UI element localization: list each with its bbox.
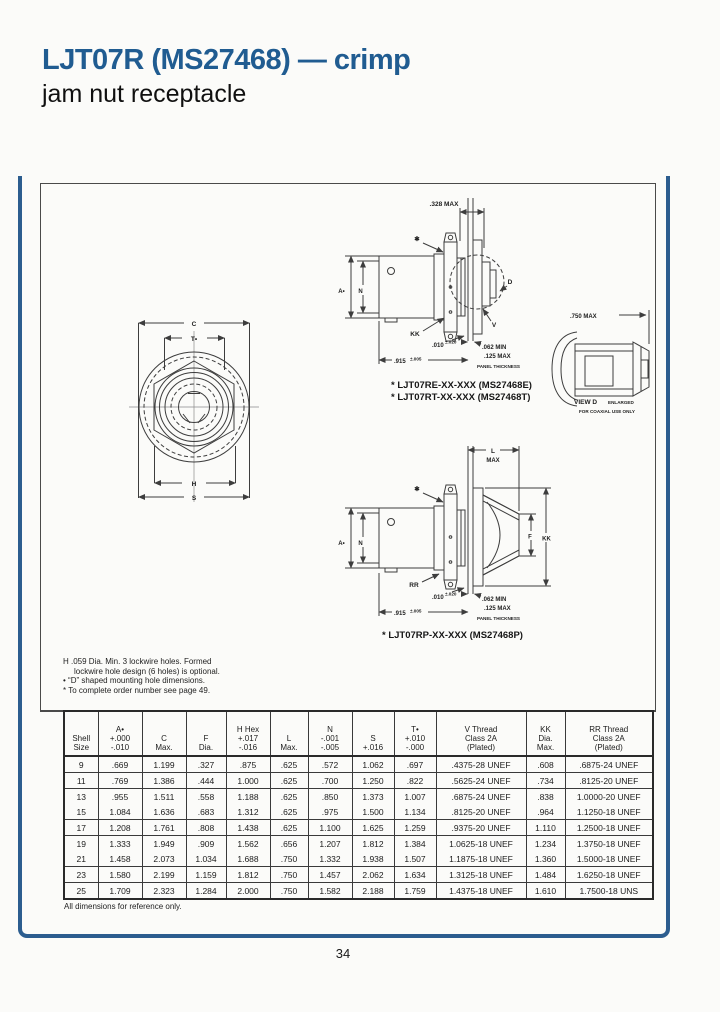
cell: .964: [526, 804, 565, 820]
figure-notes: [63, 657, 220, 695]
cell: 17: [64, 820, 98, 836]
dim-010-tol: ±.020: [445, 339, 457, 345]
dim-label-rr: RR: [409, 582, 419, 589]
cell: .875: [226, 756, 270, 773]
cell: 1.3750-18 UNEF: [565, 836, 653, 852]
dim-label-kk: KK: [410, 331, 420, 338]
table-row: [64, 789, 653, 805]
cell: 1.511: [142, 789, 186, 805]
cell: 1.6250-18 UNEF: [565, 867, 653, 883]
view-d-coaxial-note: FOR COAXIAL USE ONLY: [579, 409, 635, 414]
cell: .6875-24 UNEF: [565, 756, 653, 773]
page-title: LJT07R (MS27468) — crimp: [42, 44, 411, 76]
cell: 1.1875-18 UNEF: [436, 851, 526, 867]
bottom-side-view: [334, 446, 555, 621]
cell: 1.208: [98, 820, 142, 836]
cell: 1.000: [226, 773, 270, 789]
cell: 2.188: [352, 883, 394, 900]
cell: 9: [64, 756, 98, 773]
page-subtitle: jam nut receptacle: [42, 80, 247, 108]
table-footnote: All dimensions for reference only.: [64, 902, 182, 911]
cell: .769: [98, 773, 142, 789]
cell: 1.949: [142, 836, 186, 852]
cell: 2.073: [142, 851, 186, 867]
figure-caption-rp: * LJT07RP-XX-XXX (MS27468P): [382, 630, 523, 641]
cell: 1.759: [394, 883, 436, 900]
dim-915-tol: ±.005: [410, 356, 422, 362]
cell: 19: [76, 838, 86, 849]
cell: .683: [186, 804, 226, 820]
cell: .625: [270, 773, 308, 789]
cell: 1.634: [394, 867, 436, 883]
cell: 11: [64, 773, 98, 789]
cell: .327: [186, 756, 226, 773]
cell: 25: [76, 885, 86, 896]
cell: 1.457: [308, 867, 352, 883]
cell: 2.199: [142, 867, 186, 883]
cell: 1.100: [308, 820, 352, 836]
column-header: Shell Size: [64, 711, 98, 756]
cell: 1.188: [226, 789, 270, 805]
cell: 1.709: [98, 883, 142, 900]
column-header: C Max.: [142, 711, 186, 756]
cell: 1.5000-18 UNEF: [565, 851, 653, 867]
cell: 1.458: [98, 851, 142, 867]
table-row: [64, 836, 653, 852]
table-row: [64, 756, 653, 773]
cell: 1.582: [308, 883, 352, 900]
cell: 1.438: [226, 820, 270, 836]
cell: 1.134: [394, 804, 436, 820]
cell: .808: [186, 820, 226, 836]
note-line: * To complete order number see page 49.: [63, 685, 211, 695]
cell: 15: [64, 804, 98, 820]
cell: 1.938: [352, 851, 394, 867]
cell: 1.812: [352, 836, 394, 852]
dim-label-a: A•: [338, 541, 345, 547]
column-header: V Thread Class 2A (Plated): [436, 711, 526, 756]
cell: 2.000: [226, 883, 270, 900]
cell: 1.250: [352, 773, 394, 789]
cell: 1.4375-18 UNEF: [436, 883, 526, 900]
cell: 1.484: [526, 867, 565, 883]
cell: .8125-20 UNEF: [565, 773, 653, 789]
cell: 1.3125-18 UNEF: [436, 867, 526, 883]
header-row: [64, 711, 653, 756]
dim-label-s: S: [191, 495, 197, 502]
view-d-label: VIEW D: [574, 399, 598, 406]
view-d-enlarged: ENLARGED: [608, 400, 634, 405]
cell: 1.625: [352, 820, 394, 836]
dim-label-n: N: [358, 289, 363, 295]
column-header: L Max.: [270, 711, 308, 756]
cell: 1.284: [186, 883, 226, 900]
cell: 1.507: [394, 851, 436, 867]
dimension-table: [63, 710, 654, 900]
cell: 1.207: [308, 836, 352, 852]
table-row: [64, 804, 653, 820]
view-d-detail: [552, 310, 649, 414]
cell: 1.500: [352, 804, 394, 820]
cell: .697: [394, 756, 436, 773]
dim-label-f: F: [528, 534, 532, 541]
cell: 1.2500-18 UNEF: [565, 820, 653, 836]
cell: 1.7500-18 UNS: [565, 883, 653, 900]
figure-panel: [40, 183, 656, 712]
top-side-view: [334, 198, 520, 369]
cell: 1.580: [98, 867, 142, 883]
note-line: lockwire hole design (6 holes) is optional.: [74, 666, 220, 676]
cell: .558: [186, 789, 226, 805]
cell: 1.159: [186, 867, 226, 883]
cell: 21: [64, 851, 98, 867]
column-header: KK Dia. Max.: [526, 711, 565, 756]
cell: .6875-24 UNEF: [436, 789, 526, 805]
dim-328-max: .328 MAX: [429, 201, 459, 208]
column-header: RR Thread Class 2A (Plated): [565, 711, 653, 756]
page-number: 34: [335, 946, 351, 961]
cell: .625: [270, 756, 308, 773]
dim-915: .915: [394, 611, 406, 617]
cell: 1.199: [142, 756, 186, 773]
cell: 1.333: [98, 836, 142, 852]
cell: .608: [526, 756, 565, 773]
cell: 2.323: [142, 883, 186, 900]
column-header: A• +.000 -.010: [98, 711, 142, 756]
panel-thickness-label: PANEL THICKNESS: [477, 364, 520, 369]
cell: 1.360: [526, 851, 565, 867]
cell: 1.688: [226, 851, 270, 867]
dim-125-max: .125 MAX: [484, 354, 511, 360]
dim-125-max: .125 MAX: [484, 606, 511, 612]
cell: 2.062: [352, 867, 394, 883]
cell: 1.812: [226, 867, 270, 883]
cell: .975: [308, 804, 352, 820]
dim-label-c: C: [191, 321, 197, 328]
dim-label-v: V: [491, 322, 497, 329]
cell: .700: [308, 773, 352, 789]
cell: .625: [270, 820, 308, 836]
cell: 1.636: [142, 804, 186, 820]
cell: .656: [270, 836, 308, 852]
star-marker: ✱: [414, 486, 420, 493]
column-header: F Dia.: [186, 711, 226, 756]
dim-010: .010: [432, 343, 444, 349]
dim-label-l: L: [491, 448, 495, 455]
cell: .750: [270, 867, 308, 883]
dim-915: .915: [394, 359, 406, 365]
column-header: N -.001 -.005: [308, 711, 352, 756]
column-header: H Hex +.017 -.016: [226, 711, 270, 756]
cell: 1.562: [226, 836, 270, 852]
cell: 23: [64, 867, 98, 883]
cell: .734: [526, 773, 565, 789]
detail-d-label: D: [507, 279, 513, 286]
dim-062-min: .062 MIN: [482, 345, 507, 351]
cell: 1.110: [526, 820, 565, 836]
cell: 1.1250-18 UNEF: [565, 804, 653, 820]
cell: .4375-28 UNEF: [436, 756, 526, 773]
cell: 1.0625-18 UNEF: [436, 836, 526, 852]
panel-thickness-label: PANEL THICKNESS: [477, 616, 520, 621]
figure-caption-rt: * LJT07RT-XX-XXX (MS27468T): [391, 392, 531, 403]
cell: 1.034: [186, 851, 226, 867]
cell: .572: [308, 756, 352, 773]
note-line: H .059 Dia. Min. 3 lockwire holes. Formed: [63, 657, 212, 666]
cell: .8125-20 UNEF: [436, 804, 526, 820]
cell: 1.062: [352, 756, 394, 773]
cell: 1.0000-20 UNEF: [565, 789, 653, 805]
cell: .5625-24 UNEF: [436, 773, 526, 789]
dim-label-h: H: [191, 481, 197, 488]
cell: .909: [186, 836, 226, 852]
cell: 1.384: [394, 836, 436, 852]
cell: .625: [270, 789, 308, 805]
table-row: [64, 773, 653, 789]
cell: 1.373: [352, 789, 394, 805]
column-header: S +.016: [352, 711, 394, 756]
cell: 1.312: [226, 804, 270, 820]
dim-label-t: T•: [190, 336, 198, 343]
cell: 1.084: [98, 804, 142, 820]
cell: 1.259: [394, 820, 436, 836]
front-view: [129, 321, 259, 502]
technical-drawing: [41, 184, 655, 710]
dim-062-min: .062 MIN: [482, 597, 507, 603]
dim-750-max: .750 MAX: [570, 314, 597, 320]
dim-915-tol: ±.005: [410, 608, 422, 614]
dim-010: .010: [432, 595, 444, 601]
note-line: • “D” shaped mounting hole dimensions.: [63, 676, 205, 685]
dim-label-a: A•: [338, 289, 345, 295]
cell: .9375-20 UNEF: [436, 820, 526, 836]
cell: .750: [270, 851, 308, 867]
cell: 1.386: [142, 773, 186, 789]
cell: 1.610: [526, 883, 565, 900]
dim-label-kk: KK: [542, 536, 551, 543]
cell: .625: [270, 804, 308, 820]
dim-label-n: N: [358, 541, 363, 547]
dim-010-tol: ±.020: [445, 591, 457, 597]
cell: 1.007: [394, 789, 436, 805]
table-body: [64, 756, 653, 899]
cell: .669: [98, 756, 142, 773]
column-header: T• +.010 -.000: [394, 711, 436, 756]
dim-label-l-max: MAX: [486, 458, 500, 464]
cell: 13: [76, 791, 86, 802]
cell: .850: [308, 789, 352, 805]
cell: .750: [270, 883, 308, 900]
table-row: [64, 883, 653, 900]
figure-caption-re: * LJT07RE-XX-XXX (MS27468E): [391, 380, 532, 391]
cell: 1.332: [308, 851, 352, 867]
cell: .444: [186, 773, 226, 789]
table-row: [64, 867, 653, 883]
cell: 1.234: [526, 836, 565, 852]
cell: .838: [526, 789, 565, 805]
cell: 1.761: [142, 820, 186, 836]
star-marker: ✱: [414, 236, 420, 243]
table-row: [64, 851, 653, 867]
table-row: [64, 820, 653, 836]
cell: .955: [98, 789, 142, 805]
cell: .822: [394, 773, 436, 789]
